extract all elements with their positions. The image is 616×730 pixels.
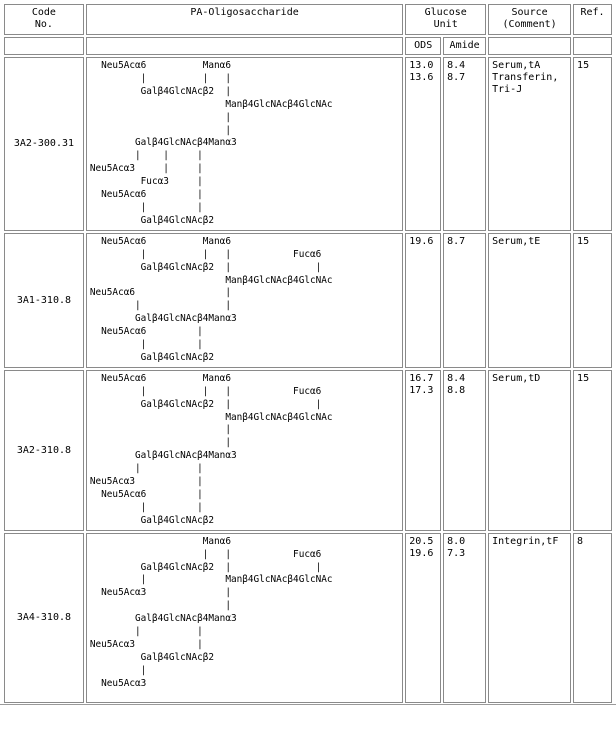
subheader-ref-empty [573,37,612,55]
header-code: Code No. [4,4,84,35]
ods-cell: 20.5 19.6 [405,533,441,703]
header-oligosaccharide: PA-Oligosaccharide [86,4,403,35]
ref-cell: 15 [573,57,612,231]
table-row [4,233,612,368]
oligosaccharide-structure: Manα6 | | Fucα6 Galβ4GlcNAcβ2 | | | Manβ4GlcNAcβ4GlcNAc Neu5Acα3 | | Galβ4GlcNAcβ4Manα3 | | Neu5Acα3 | Galβ4GlcNAcβ2 | Neu5Acα3 [89,535,333,689]
source-cell: Integrin,tF [488,533,571,703]
subheader-amide: Amide [443,37,486,55]
structure-cell [86,533,403,703]
ref-cell: 15 [573,233,612,368]
amide-cell: 8.4 8.7 [443,57,486,231]
code-cell: 3A4-310.8 [4,533,84,703]
table-row [4,370,612,531]
ods-cell: 19.6 [405,233,441,368]
subheader-code-empty [4,37,84,55]
subheader-row [4,37,612,55]
source-cell: Serum,tA Transferin, Tri-J [488,57,571,231]
amide-cell: 8.0 7.3 [443,533,486,703]
oligosaccharide-table [2,2,614,704]
table-row [4,57,612,231]
subheader-ods: ODS [405,37,441,55]
oligosaccharide-structure: Neu5Acα6 Manα6 | | | Fucα6 Galβ4GlcNAcβ2 | | Manβ4GlcNAcβ4GlcNAc | | Galβ4GlcNAcβ4Manα3 | | Neu5Acα3 | Neu5Acα6 | | | Galβ4GlcNAcβ2 [89,372,333,526]
header-ref: Ref. [573,4,612,35]
structure-cell [86,233,403,368]
ref-cell: 8 [573,533,612,703]
ref-cell: 15 [573,370,612,531]
oligosaccharide-structure: Neu5Acα6 Manα6 | | | Fucα6 Galβ4GlcNAcβ2 | | Manβ4GlcNAcβ4GlcNAc Neu5Acα6 | | | Galβ4GlcNAcβ4Manα3 Neu5Acα6 | | | Galβ4GlcNAcβ2 [89,235,333,363]
amide-cell: 8.7 [443,233,486,368]
header-glucose-unit: Glucose Unit [405,4,486,35]
bottom-rule [0,704,616,705]
oligosaccharide-structure: Neu5Acα6 Manα6 | | | Galβ4GlcNAcβ2 | Manβ4GlcNAcβ4GlcNAc | | Galβ4GlcNAcβ4Manα3 | | | Neu5Acα3 | | Fucα3 | Neu5Acα6 | | | Galβ4GlcNAcβ2 [89,60,333,226]
amide-cell: 8.4 8.8 [443,370,486,531]
ods-cell: 13.0 13.6 [405,57,441,231]
source-cell: Serum,tD [488,370,571,531]
subheader-oligo-empty [86,37,403,55]
structure-cell [86,57,403,231]
structure-cell [86,370,403,531]
table-row [4,533,612,703]
header-source: Source (Comment) [488,4,571,35]
subheader-source-empty [488,37,571,55]
code-cell: 3A1-310.8 [4,233,84,368]
source-cell: Serum,tE [488,233,571,368]
code-cell: 3A2-310.8 [4,370,84,531]
header-row [4,4,612,35]
code-cell: 3A2-300.31 [4,57,84,231]
ods-cell: 16.7 17.3 [405,370,441,531]
